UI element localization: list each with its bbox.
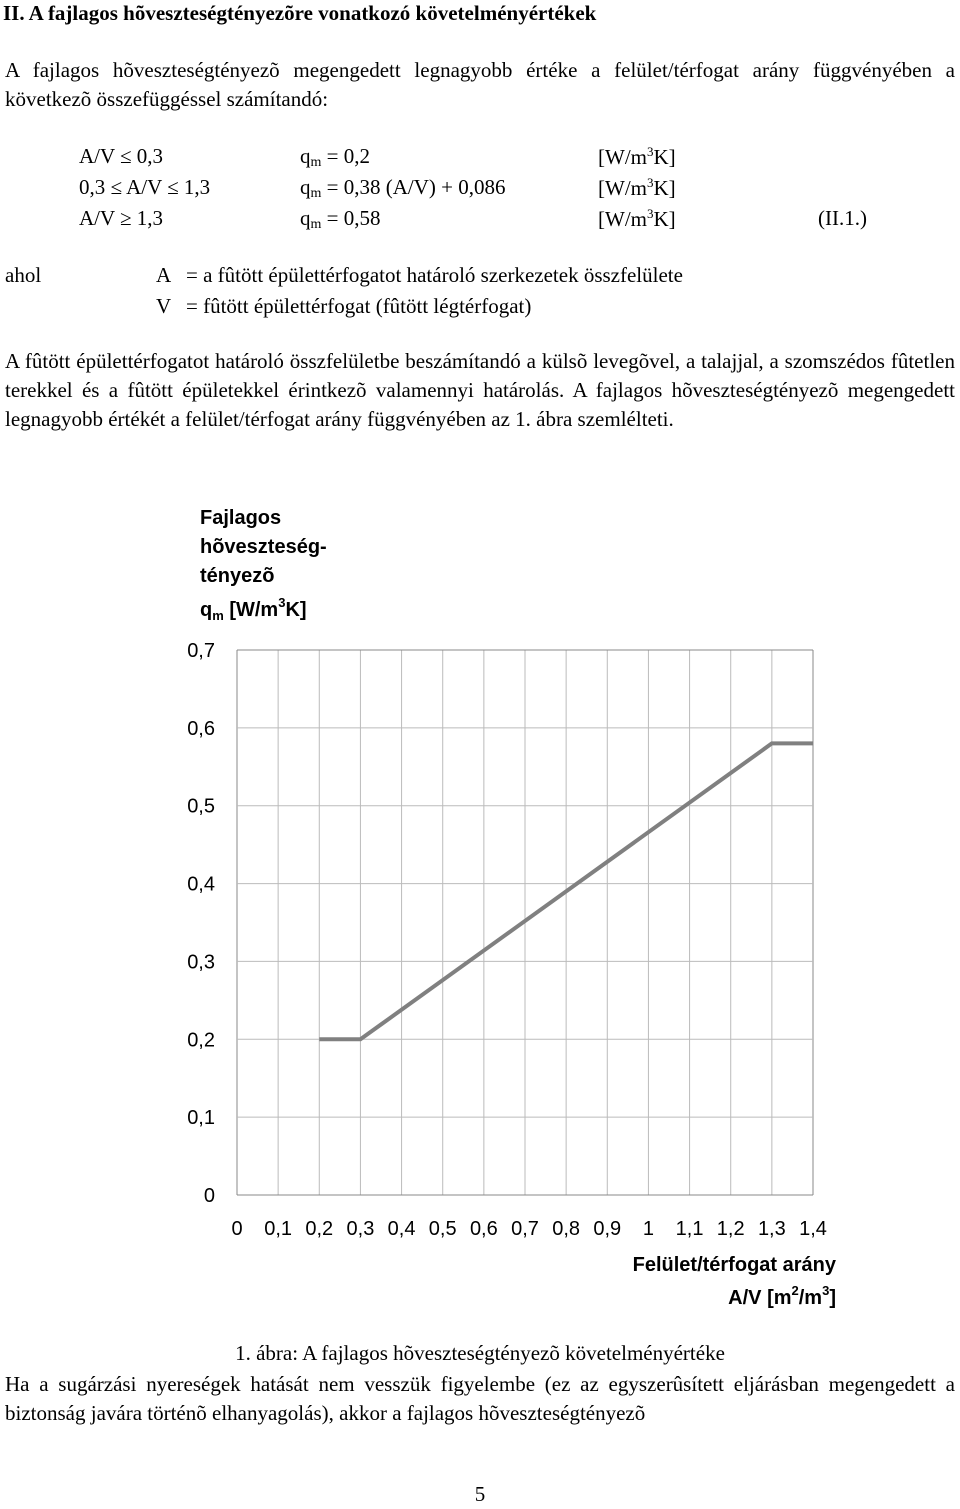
y-tick-label: 0,7 bbox=[187, 640, 215, 662]
figure-caption: 1. ábra: A fajlagos hõveszteségtényezõ követelményértéke bbox=[235, 1341, 725, 1365]
y-tick-label: 0,1 bbox=[187, 1107, 215, 1130]
formula-unit: $[W/m^3K]$ bbox=[598, 206, 676, 231]
x-axis-title bbox=[633, 1254, 837, 1309]
y-axis-title-line: hõveszteség- bbox=[200, 536, 327, 558]
x-tick-labels bbox=[231, 1218, 826, 1240]
formula-condition: A/V ≤ 0,3 bbox=[79, 144, 164, 168]
formula-condition: A/V ≥ 1,3 bbox=[79, 206, 164, 230]
x-tick-label: 0,8 bbox=[552, 1218, 581, 1240]
x-tick-label: 0,9 bbox=[593, 1218, 622, 1240]
x-tick-label: 1,2 bbox=[716, 1218, 745, 1240]
y-tick-label: 0,3 bbox=[187, 951, 215, 974]
definitions-label: ahol bbox=[5, 263, 42, 287]
formula-unit: $[W/m^3K]$ bbox=[598, 175, 676, 200]
x-axis-title-text: Felület/térfogat arány bbox=[632, 1254, 836, 1276]
x-tick-label: 1,4 bbox=[799, 1218, 827, 1240]
definition-symbol: V bbox=[156, 294, 172, 318]
intro-paragraph: A fajlagos hõveszteségtényezõ megengedett legnagyobb értéke a felület/térfogat arány függvényében a következõ összefüggéssel számítandó: bbox=[5, 58, 955, 111]
x-tick-label: 1,1 bbox=[675, 1218, 704, 1240]
y-tick-label: 0,5 bbox=[187, 795, 215, 818]
y-axis-title-line: tényezõ bbox=[200, 565, 275, 587]
x-tick-label: 1 bbox=[642, 1218, 654, 1240]
x-tick-label: 0 bbox=[231, 1218, 243, 1240]
x-tick-label: 0,2 bbox=[305, 1218, 334, 1240]
y-axis-unit: $q_m$ $[W/m^3K]$ bbox=[200, 595, 307, 623]
definition-text: = a fûtött épülettérfogatot határoló szerkezetek összfelülete bbox=[186, 263, 683, 287]
equation-number: (II.1.) bbox=[818, 206, 867, 230]
x-tick-label: 0,6 bbox=[469, 1218, 498, 1240]
body-paragraph: A fûtött épülettérfogatot határoló összfelületbe beszámítandó a külsõ levegõvel, a talajjal, a szomszédos fûtetlen terekkel és a fûtött épületekkel érintkezõ valamennyi határolás. A fajlagos hõveszteségtényezõ megengedett legnagyobb értékét a felület/térfogat arány függvényében az 1. ábra szemlélteti. bbox=[5, 349, 955, 431]
page-number: 5 bbox=[474, 1482, 486, 1506]
x-tick-label: 1,3 bbox=[757, 1218, 786, 1240]
x-tick-label: 0,1 bbox=[264, 1218, 293, 1240]
x-tick-label: 0,3 bbox=[346, 1218, 375, 1240]
definition-symbol: A bbox=[156, 263, 172, 287]
body-paragraph: Ha a sugárzási nyereségek hatását nem vesszük figyelembe (ez az egyszerûsített eljárásban megengedett a biztonság javára történõ elhanyagolás), akkor a fajlagos hõveszteségtényezõ bbox=[5, 1372, 955, 1425]
definition-text: = fûtött épülettérfogat (fûtött légtérfogat) bbox=[186, 294, 532, 318]
y-axis-title bbox=[200, 507, 327, 623]
y-tick-label: 0,2 bbox=[187, 1029, 215, 1052]
y-axis-title-line: Fajlagos bbox=[200, 507, 282, 529]
section-heading: II. A fajlagos hõveszteségtényezõre vonatkozó követelményértékek bbox=[3, 1, 597, 25]
x-axis-unit: A/V $[m^2/m^3]$ bbox=[728, 1283, 836, 1309]
formula-condition: 0,3 ≤ A/V ≤ 1,3 bbox=[79, 175, 211, 199]
formula-expression: $q_m = 0,38$ (A/V) + 0,086 bbox=[300, 175, 506, 201]
y-tick-label: 0,4 bbox=[187, 873, 215, 896]
x-tick-label: 0,5 bbox=[428, 1218, 457, 1240]
x-tick-label: 0,4 bbox=[387, 1218, 416, 1240]
formula-expression: $q_m = 0,2$ bbox=[300, 144, 370, 170]
y-tick-label: 0 bbox=[203, 1185, 215, 1207]
x-tick-label: 0,7 bbox=[511, 1218, 539, 1240]
y-tick-labels bbox=[187, 640, 215, 1207]
requirement-chart bbox=[0, 490, 960, 1340]
formula-expression: $q_m = 0,58$ bbox=[300, 206, 381, 232]
formula-unit: $[W/m^3K]$ bbox=[598, 144, 676, 169]
y-tick-label: 0,6 bbox=[187, 717, 215, 740]
